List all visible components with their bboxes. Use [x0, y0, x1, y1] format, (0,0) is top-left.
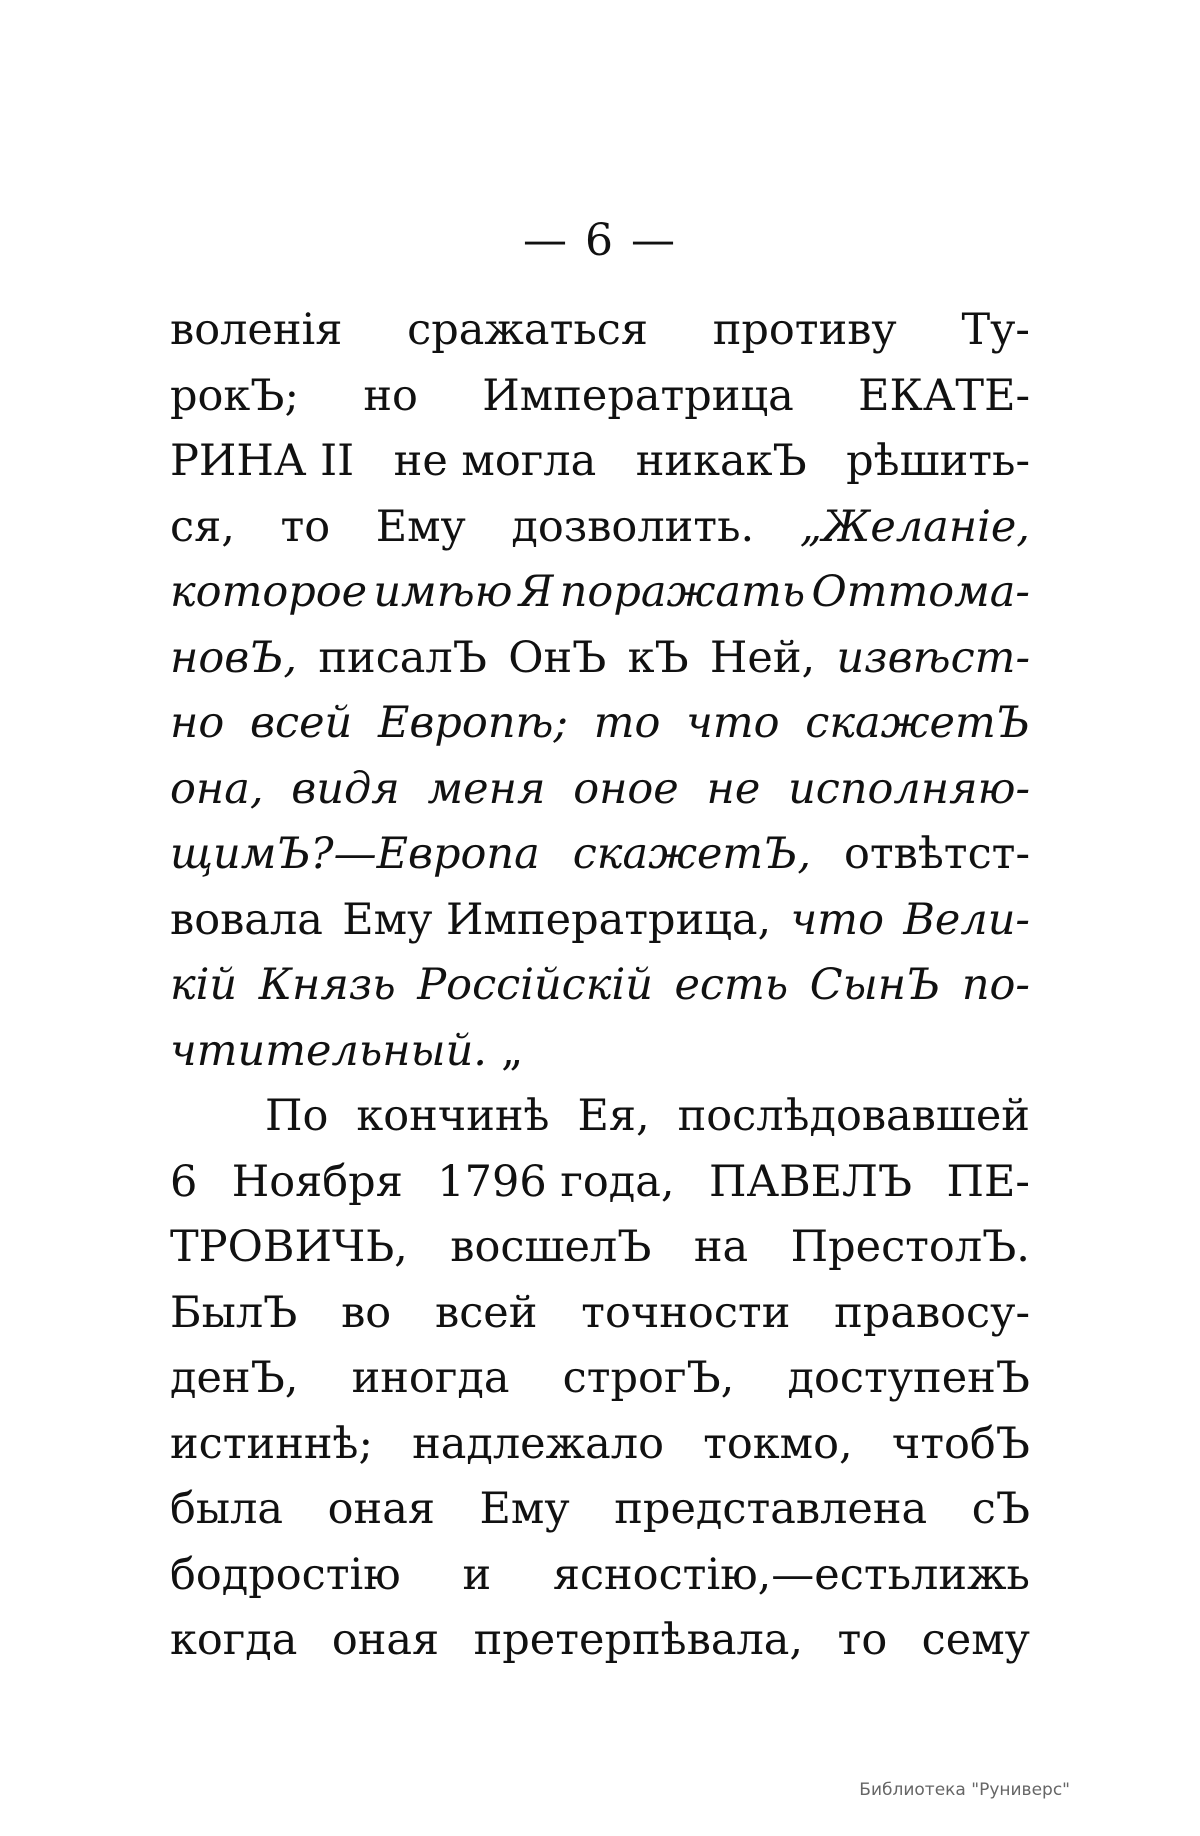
word: представлена	[614, 1484, 928, 1534]
word: Князь	[258, 960, 396, 1010]
library-watermark: Библиотека "Руниверс"	[859, 1780, 1070, 1800]
word: кЪ	[627, 632, 689, 683]
word: По	[265, 1091, 329, 1141]
word: но	[363, 370, 418, 421]
word: поражать	[559, 567, 806, 617]
word: надлежало	[412, 1418, 664, 1469]
text-line	[170, 1215, 1030, 1281]
word: по-	[961, 960, 1030, 1010]
word: новЪ,	[170, 632, 298, 683]
word: писалЪ	[318, 632, 487, 683]
text-line	[170, 495, 1030, 561]
word: правосу-	[834, 1287, 1030, 1338]
word: ТРОВИЧЬ,	[170, 1222, 408, 1272]
word: никакЪ	[635, 436, 807, 486]
text-line	[170, 298, 1030, 364]
text-line	[170, 1019, 1030, 1085]
word: рокЪ;	[170, 370, 299, 421]
word: Оттома-	[811, 567, 1030, 617]
word: что	[790, 894, 884, 945]
word: 1796 года,	[437, 1156, 675, 1207]
word: доступенЪ	[787, 1353, 1030, 1403]
word: СынЪ	[809, 960, 941, 1010]
word: РИНА II	[170, 436, 355, 486]
word: строгЪ,	[562, 1353, 735, 1403]
text-line	[170, 691, 1030, 757]
word: восшелЪ	[450, 1222, 652, 1272]
word: скажетЪ	[805, 698, 1030, 748]
word: „	[500, 1025, 524, 1076]
word: когда	[170, 1615, 298, 1665]
text-line	[170, 953, 1030, 1019]
word: токмо,	[703, 1418, 853, 1469]
word: не	[706, 763, 761, 814]
word: ПрестолЪ.	[790, 1222, 1030, 1272]
word: щимЪ?—Европа	[170, 829, 540, 879]
text-line	[170, 429, 1030, 495]
word: оное	[573, 763, 679, 814]
word: оная	[331, 1615, 440, 1665]
text-line	[170, 364, 1030, 430]
word: Вели-	[903, 894, 1030, 945]
word: сему	[921, 1615, 1030, 1665]
word: ясностію,—естьлижь	[552, 1549, 1030, 1600]
word: всей	[434, 1287, 538, 1338]
body-text	[170, 298, 1030, 1674]
word: то	[837, 1615, 888, 1665]
word: меня	[427, 763, 546, 814]
text-line	[170, 888, 1030, 954]
word: то	[593, 698, 661, 748]
word: Императрица	[482, 370, 794, 421]
word: Россійскій	[417, 960, 653, 1010]
word: кій	[170, 960, 238, 1010]
word: претерпѣвала,	[473, 1615, 804, 1665]
word: всей	[249, 698, 353, 748]
text-line	[170, 1608, 1030, 1674]
word: на	[693, 1222, 749, 1272]
text-line	[170, 1150, 1030, 1216]
word: ПАВЕЛЪ	[709, 1156, 913, 1207]
word: кончинѣ	[356, 1091, 550, 1141]
word: Ему	[479, 1484, 570, 1534]
word: ОнЪ	[508, 632, 607, 683]
word: воленія	[170, 305, 343, 355]
word: чтобЪ	[891, 1418, 1030, 1469]
word: ся,	[170, 501, 235, 552]
word: бодростію	[170, 1549, 401, 1600]
word: имѣю	[373, 567, 513, 617]
word: исполняю-	[788, 763, 1030, 814]
text-line	[170, 1543, 1030, 1609]
word: Ему Императрица,	[342, 894, 772, 945]
word: противу	[712, 305, 897, 355]
word: Я	[518, 567, 554, 617]
word: и	[462, 1549, 492, 1600]
word: БылЪ	[170, 1287, 298, 1338]
word: Ея,	[577, 1091, 650, 1141]
word: вовала	[170, 894, 323, 945]
word: отвѣтст-	[843, 829, 1030, 879]
word: во	[341, 1287, 392, 1338]
text-line	[170, 1346, 1030, 1412]
text-line	[170, 560, 1030, 626]
word: Ту-	[961, 305, 1030, 355]
text-line	[170, 822, 1030, 888]
text-line	[170, 626, 1030, 692]
page-number: — 6 —	[523, 215, 677, 266]
text-line	[170, 1477, 1030, 1543]
word: рѣшить-	[846, 436, 1030, 486]
word: Европѣ;	[377, 698, 568, 748]
word: 6	[170, 1156, 198, 1207]
word: есть	[674, 960, 789, 1010]
text-line	[170, 1281, 1030, 1347]
word: ПЕ-	[946, 1156, 1030, 1207]
word: была	[170, 1484, 284, 1534]
word: денЪ,	[170, 1353, 299, 1403]
word: но	[170, 698, 225, 748]
word: послѣдовавшей	[677, 1091, 1030, 1141]
word: дозволить.	[511, 501, 755, 552]
word: истиннѣ;	[170, 1418, 373, 1469]
word: она,	[170, 763, 264, 814]
text-line	[170, 757, 1030, 823]
word: иногда	[351, 1353, 510, 1403]
word: оная	[327, 1484, 435, 1534]
word: сражаться	[407, 305, 648, 355]
text-line	[170, 1084, 1030, 1150]
text-line	[170, 1412, 1030, 1478]
word: Ней,	[709, 632, 816, 683]
word: видя	[291, 763, 400, 814]
word: точности	[581, 1287, 791, 1338]
word: Ноября	[231, 1156, 403, 1207]
word: сЪ	[971, 1484, 1030, 1534]
word: не могла	[393, 436, 597, 486]
word: извѣст-	[836, 632, 1030, 683]
word: что	[686, 698, 780, 748]
word: чтительный.	[170, 1025, 487, 1076]
word: Ему	[375, 501, 466, 552]
word: скажетЪ,	[572, 829, 812, 879]
word: ЕКАТЕ-	[858, 370, 1030, 421]
word: которое	[170, 567, 368, 617]
word: „Желаніе,	[799, 501, 1030, 552]
word: то	[280, 501, 331, 552]
